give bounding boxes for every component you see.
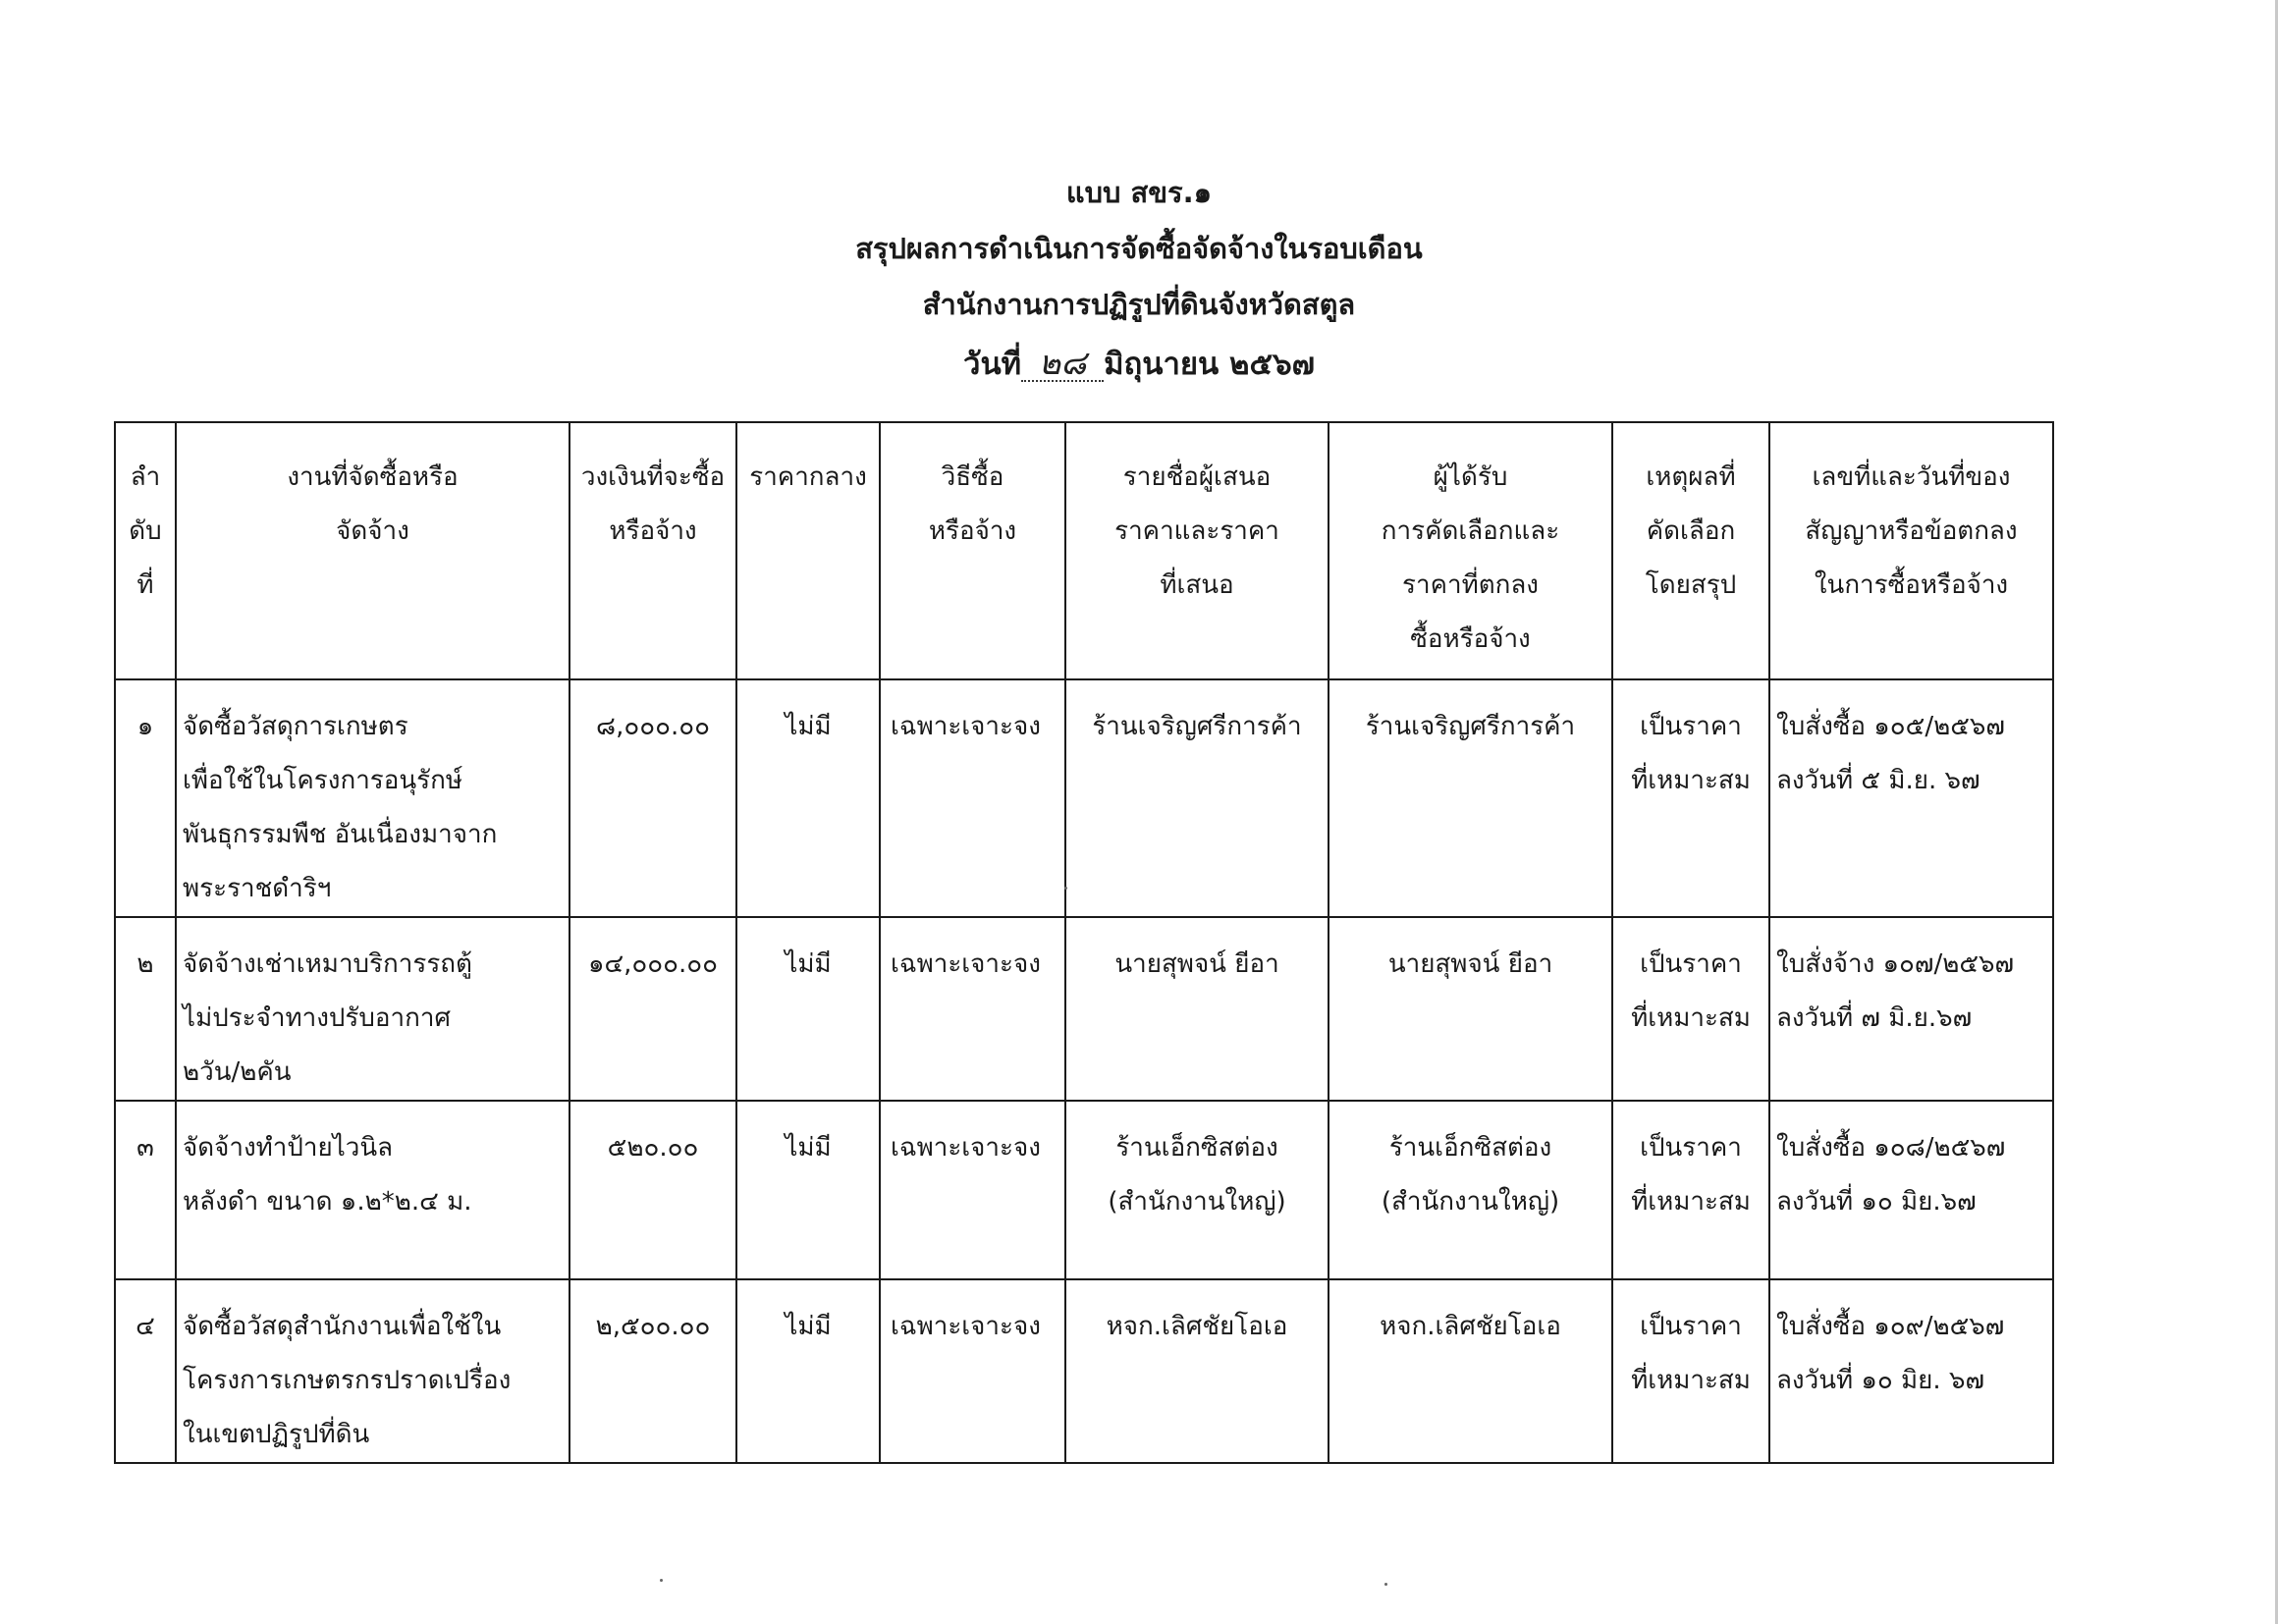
cell-method: เฉพาะเจาะจง xyxy=(880,1279,1065,1463)
cell-method: เฉพาะเจาะจง xyxy=(880,679,1065,917)
scan-speck xyxy=(660,1579,663,1582)
cell-median-price: ไม่มี xyxy=(736,917,880,1101)
cell-no: ๒ xyxy=(115,917,176,1101)
office-name: สำนักงานการปฏิรูปที่ดินจังหวัดสตูล xyxy=(922,288,1356,321)
date-day-handwritten: ๒๘ xyxy=(1038,344,1087,383)
cell-method: เฉพาะเจาะจง xyxy=(880,1101,1065,1279)
col-header-method: วิธีซื้อ หรือจ้าง xyxy=(880,422,1065,679)
table-row xyxy=(115,917,2053,1101)
date-fill-field xyxy=(1021,344,1104,383)
document-title: สรุปผลการดำเนินการจัดซื้อจัดจ้างในรอบเดือน xyxy=(855,232,1423,265)
cell-contract: ใบสั่งซื้อ ๑๐๙/๒๕๖๗ ลงวันที่ ๑๐ มิย. ๖๗ xyxy=(1769,1279,2053,1463)
date-label: วันที่ xyxy=(963,347,1022,382)
cell-reason: เป็นราคา ที่เหมาะสม xyxy=(1612,1279,1769,1463)
cell-budget: ๘,๐๐๐.๐๐ xyxy=(570,679,736,917)
cell-winner: ร้านเอ็กซิสต่อง (สำนักงานใหญ่) xyxy=(1329,1101,1612,1279)
cell-task: จัดจ้างทำป้ายไวนิล หลังดำ ขนาด ๑.๒*๒.๔ ม. xyxy=(176,1101,570,1279)
table-row xyxy=(115,1101,2053,1279)
cell-reason: เป็นราคา ที่เหมาะสม xyxy=(1612,679,1769,917)
cell-budget: ๕๒๐.๐๐ xyxy=(570,1101,736,1279)
col-header-task: งานที่จัดซื้อหรือ จัดจ้าง xyxy=(176,422,570,679)
cell-bidders: ร้านเจริญศรีการค้า xyxy=(1065,679,1329,917)
cell-bidders: หจก.เลิศชัยโอเอ xyxy=(1065,1279,1329,1463)
cell-bidders: นายสุพจน์ ยีอา xyxy=(1065,917,1329,1101)
col-header-reason: เหตุผลที่ คัดเลือก โดยสรุป xyxy=(1612,422,1769,679)
table-row xyxy=(115,1279,2053,1463)
col-header-median-price: ราคากลาง xyxy=(736,422,880,679)
cell-median-price: ไม่มี xyxy=(736,1279,880,1463)
document-date xyxy=(0,333,2278,396)
cell-task: จัดจ้างเช่าเหมาบริการรถตู้ ไม่ประจำทางปรับอากาศ ๒วัน/๒คัน xyxy=(176,917,570,1101)
col-header-budget: วงเงินที่จะซื้อ หรือจ้าง xyxy=(570,422,736,679)
cell-reason: เป็นราคา ที่เหมาะสม xyxy=(1612,1101,1769,1279)
col-header-no: ลำ ดับ ที่ xyxy=(115,422,176,679)
cell-bidders: ร้านเอ็กซิสต่อง (สำนักงานใหญ่) xyxy=(1065,1101,1329,1279)
cell-contract: ใบสั่งจ้าง ๑๐๗/๒๕๖๗ ลงวันที่ ๗ มิ.ย.๖๗ xyxy=(1769,917,2053,1101)
form-code: แบบ สขร.๑ xyxy=(1065,176,1213,209)
cell-no: ๓ xyxy=(115,1101,176,1279)
cell-winner: ร้านเจริญศรีการค้า xyxy=(1329,679,1612,917)
date-month-year: มิถุนายน ๒๕๖๗ xyxy=(1104,347,1315,382)
cell-budget: ๒,๕๐๐.๐๐ xyxy=(570,1279,736,1463)
table-header-row xyxy=(115,422,2053,679)
col-header-contract: เลขที่และวันที่ของ สัญญาหรือข้อตกลง ในการซื้อหรือจ้าง xyxy=(1769,422,2053,679)
cell-winner: หจก.เลิศชัยโอเอ xyxy=(1329,1279,1612,1463)
scan-speck xyxy=(1384,1583,1387,1586)
cell-no: ๑ xyxy=(115,679,176,917)
cell-task: จัดซื้อวัสดุสำนักงานเพื่อใช้ใน โครงการเกษตรกรปราดเปรื่อง ในเขตปฏิรูปที่ดิน xyxy=(176,1279,570,1463)
cell-budget: ๑๔,๐๐๐.๐๐ xyxy=(570,917,736,1101)
cell-contract: ใบสั่งซื้อ ๑๐๕/๒๕๖๗ ลงวันที่ ๕ มิ.ย. ๖๗ xyxy=(1769,679,2053,917)
col-header-bidders: รายชื่อผู้เสนอ ราคาและราคา ที่เสนอ xyxy=(1065,422,1329,679)
cell-no: ๔ xyxy=(115,1279,176,1463)
cell-reason: เป็นราคา ที่เหมาะสม xyxy=(1612,917,1769,1101)
procurement-table xyxy=(114,421,2054,1464)
cell-winner: นายสุพจน์ ยีอา xyxy=(1329,917,1612,1101)
col-header-winner: ผู้ได้รับ การคัดเลือกและ ราคาที่ตกลง ซื้อหรือจ้าง xyxy=(1329,422,1612,679)
cell-median-price: ไม่มี xyxy=(736,1101,880,1279)
cell-median-price: ไม่มี xyxy=(736,679,880,917)
scan-speck xyxy=(1064,887,1067,890)
cell-contract: ใบสั่งซื้อ ๑๐๘/๒๕๖๗ ลงวันที่ ๑๐ มิย.๖๗ xyxy=(1769,1101,2053,1279)
table-row xyxy=(115,679,2053,917)
cell-task: จัดซื้อวัสดุการเกษตร เพื่อใช้ในโครงการอนุรักษ์ พันธุกรรมพืช อันเนื่องมาจาก พระราชดำริฯ xyxy=(176,679,570,917)
document-header xyxy=(0,165,2278,396)
cell-method: เฉพาะเจาะจง xyxy=(880,917,1065,1101)
